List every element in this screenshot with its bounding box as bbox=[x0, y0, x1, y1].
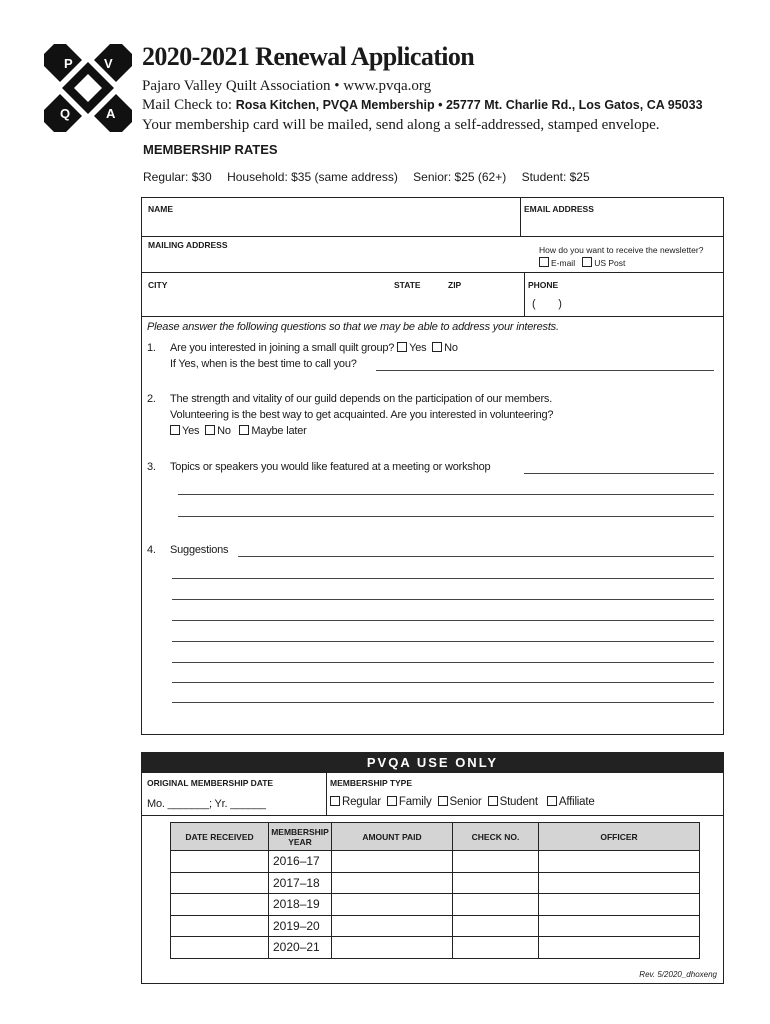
amount-cell[interactable] bbox=[332, 937, 453, 959]
zip-label: ZIP bbox=[448, 280, 462, 290]
date-received-cell[interactable] bbox=[171, 872, 269, 894]
questions-intro: Please answer the following questions so that we may be able to address your interests. bbox=[147, 321, 559, 333]
q2-no-checkbox[interactable] bbox=[205, 425, 215, 435]
year-cell: 2018–19 bbox=[269, 894, 332, 916]
q1-yes-label: Yes bbox=[409, 342, 427, 354]
type-family-label: Family bbox=[398, 796, 432, 808]
post-option: US Post bbox=[594, 258, 626, 268]
q2-maybe-label: Maybe later bbox=[251, 425, 307, 437]
name-label: NAME bbox=[148, 204, 174, 214]
post-checkbox[interactable] bbox=[582, 257, 592, 267]
table-header-row bbox=[171, 823, 700, 851]
table-row bbox=[171, 872, 700, 894]
type-student-checkbox[interactable] bbox=[488, 796, 498, 806]
amount-cell[interactable] bbox=[332, 894, 453, 916]
mail-prefix: Mail Check to: bbox=[142, 97, 232, 113]
type-student-label: Student bbox=[499, 796, 538, 808]
rate-household: Household: $35 (same address) bbox=[227, 170, 398, 184]
newsletter-question: How do you want to receive the newsletter? bbox=[539, 245, 704, 255]
amount-cell[interactable] bbox=[332, 915, 453, 937]
year-cell: 2016–17 bbox=[269, 851, 332, 873]
table-row bbox=[171, 851, 700, 873]
office-use-heading: PVQA USE ONLY bbox=[142, 753, 723, 773]
officer-cell[interactable] bbox=[539, 894, 700, 916]
table-row bbox=[171, 894, 700, 916]
mail-line bbox=[142, 97, 703, 114]
rate-regular: Regular: $30 bbox=[143, 170, 212, 184]
q2-text-a: The strength and vitality of our guild depends on the participation of our members. bbox=[170, 393, 553, 405]
amount-cell[interactable] bbox=[332, 851, 453, 873]
q1-yes-checkbox[interactable] bbox=[397, 342, 407, 352]
q4-answer-line[interactable] bbox=[172, 641, 714, 642]
officer-cell[interactable] bbox=[539, 872, 700, 894]
office-use-section bbox=[141, 752, 724, 984]
email-label: EMAIL ADDRESS bbox=[524, 204, 594, 214]
amount-cell[interactable] bbox=[332, 872, 453, 894]
type-affiliate-label: Affiliate bbox=[558, 796, 595, 808]
date-received-cell[interactable] bbox=[171, 894, 269, 916]
q3-answer-line[interactable] bbox=[178, 494, 714, 495]
q1-no-checkbox[interactable] bbox=[432, 342, 442, 352]
q4-answer-line[interactable] bbox=[172, 620, 714, 621]
rates-list bbox=[143, 170, 602, 184]
rate-senior: Senior: $25 (62+) bbox=[413, 170, 507, 184]
year-cell: 2019–20 bbox=[269, 915, 332, 937]
revision-note: Rev. 5/2020_dhoxeng bbox=[639, 970, 717, 979]
check-cell[interactable] bbox=[453, 894, 539, 916]
q1-follow: If Yes, when is the best time to call you? bbox=[170, 358, 357, 370]
org-line: Pajaro Valley Quilt Association • www.pvqa.org bbox=[142, 78, 432, 94]
check-cell[interactable] bbox=[453, 915, 539, 937]
q1-line bbox=[170, 342, 458, 354]
rates-heading: MEMBERSHIP RATES bbox=[143, 142, 278, 157]
col-officer: OFFICER bbox=[539, 823, 700, 851]
table-row bbox=[171, 937, 700, 959]
q4-answer-line[interactable] bbox=[172, 682, 714, 683]
orig-date-label: ORIGINAL MEMBERSHIP DATE bbox=[147, 778, 274, 788]
mailing-field[interactable] bbox=[146, 250, 526, 270]
email-option: E-mail bbox=[551, 258, 576, 268]
q3-number: 3. bbox=[147, 461, 156, 473]
q4-answer-line[interactable] bbox=[172, 662, 714, 663]
date-received-cell[interactable] bbox=[171, 915, 269, 937]
q3-answer-line[interactable] bbox=[524, 473, 714, 474]
officer-cell[interactable] bbox=[539, 851, 700, 873]
orig-date-field[interactable]: Mo. _______; Yr. ______ bbox=[147, 798, 266, 810]
type-senior-checkbox[interactable] bbox=[438, 796, 448, 806]
svg-text:A: A bbox=[106, 106, 116, 121]
q4-answer-line[interactable] bbox=[172, 599, 714, 600]
city-state-zip-field[interactable] bbox=[146, 290, 520, 312]
type-family-checkbox[interactable] bbox=[387, 796, 397, 806]
q1-no-label: No bbox=[444, 342, 458, 354]
q4-answer-line[interactable] bbox=[172, 578, 714, 579]
q1-text: Are you interested in joining a small quilt group? bbox=[170, 342, 395, 354]
type-regular-checkbox[interactable] bbox=[330, 796, 340, 806]
year-cell: 2020–21 bbox=[269, 937, 332, 959]
officer-cell[interactable] bbox=[539, 915, 700, 937]
type-senior-label: Senior bbox=[449, 796, 482, 808]
date-received-cell[interactable] bbox=[171, 937, 269, 959]
q3-text: Topics or speakers you would like featured at a meeting or workshop bbox=[170, 461, 491, 473]
year-cell: 2017–18 bbox=[269, 872, 332, 894]
q4-answer-line[interactable] bbox=[172, 702, 714, 703]
email-field[interactable] bbox=[524, 214, 720, 234]
svg-text:Q: Q bbox=[60, 106, 71, 121]
member-form bbox=[141, 197, 724, 735]
svg-text:P: P bbox=[64, 56, 73, 71]
city-label: CITY bbox=[148, 280, 168, 290]
check-cell[interactable] bbox=[453, 872, 539, 894]
name-field[interactable] bbox=[146, 214, 516, 234]
svg-text:V: V bbox=[104, 56, 113, 71]
mail-address: Rosa Kitchen, PVQA Membership • 25777 Mt. Charlie Rd., Los Gatos, CA 95033 bbox=[235, 98, 703, 112]
col-check-no: CHECK NO. bbox=[453, 823, 539, 851]
q2-text-b: Volunteering is the best way to get acquainted. Are you interested in volunteering? bbox=[170, 409, 554, 421]
q4-answer-line[interactable] bbox=[238, 556, 714, 557]
type-affiliate-checkbox[interactable] bbox=[547, 796, 557, 806]
col-amount-paid: AMOUNT PAID bbox=[332, 823, 453, 851]
check-cell[interactable] bbox=[453, 851, 539, 873]
q2-maybe-checkbox[interactable] bbox=[239, 425, 249, 435]
pvqa-logo bbox=[44, 44, 132, 132]
date-received-cell[interactable] bbox=[171, 851, 269, 873]
email-checkbox[interactable] bbox=[539, 257, 549, 267]
membership-type-label: MEMBERSHIP TYPE bbox=[330, 778, 413, 788]
type-regular-label: Regular bbox=[342, 796, 381, 808]
phone-label: PHONE bbox=[528, 280, 559, 290]
col-date-received: DATE RECEIVED bbox=[171, 823, 269, 851]
card-note: Your membership card will be mailed, send along a self-addressed, stamped envelope. bbox=[142, 117, 660, 133]
check-cell[interactable] bbox=[453, 937, 539, 959]
q2-no-label: No bbox=[217, 425, 231, 437]
officer-cell[interactable] bbox=[539, 937, 700, 959]
q1-number: 1. bbox=[147, 342, 156, 354]
q2-options bbox=[170, 425, 307, 437]
membership-type-options bbox=[330, 796, 595, 808]
q1-call-time-field[interactable] bbox=[376, 370, 714, 371]
q2-number: 2. bbox=[147, 393, 156, 405]
payment-records-table bbox=[170, 822, 700, 959]
table-row bbox=[171, 915, 700, 937]
phone-field[interactable]: ( ) bbox=[532, 298, 562, 310]
state-label: STATE bbox=[394, 280, 421, 290]
q2-yes-checkbox[interactable] bbox=[170, 425, 180, 435]
newsletter-options bbox=[539, 257, 625, 268]
q4-text: Suggestions bbox=[170, 544, 229, 556]
page-title: 2020-2021 Renewal Application bbox=[142, 42, 475, 71]
q4-number: 4. bbox=[147, 544, 156, 556]
q2-yes-label: Yes bbox=[182, 425, 200, 437]
q3-answer-line[interactable] bbox=[178, 516, 714, 517]
col-membership-year: MEMBERSHIP YEAR bbox=[269, 823, 332, 851]
rate-student: Student: $25 bbox=[521, 170, 590, 184]
mailing-label: MAILING ADDRESS bbox=[148, 240, 228, 250]
